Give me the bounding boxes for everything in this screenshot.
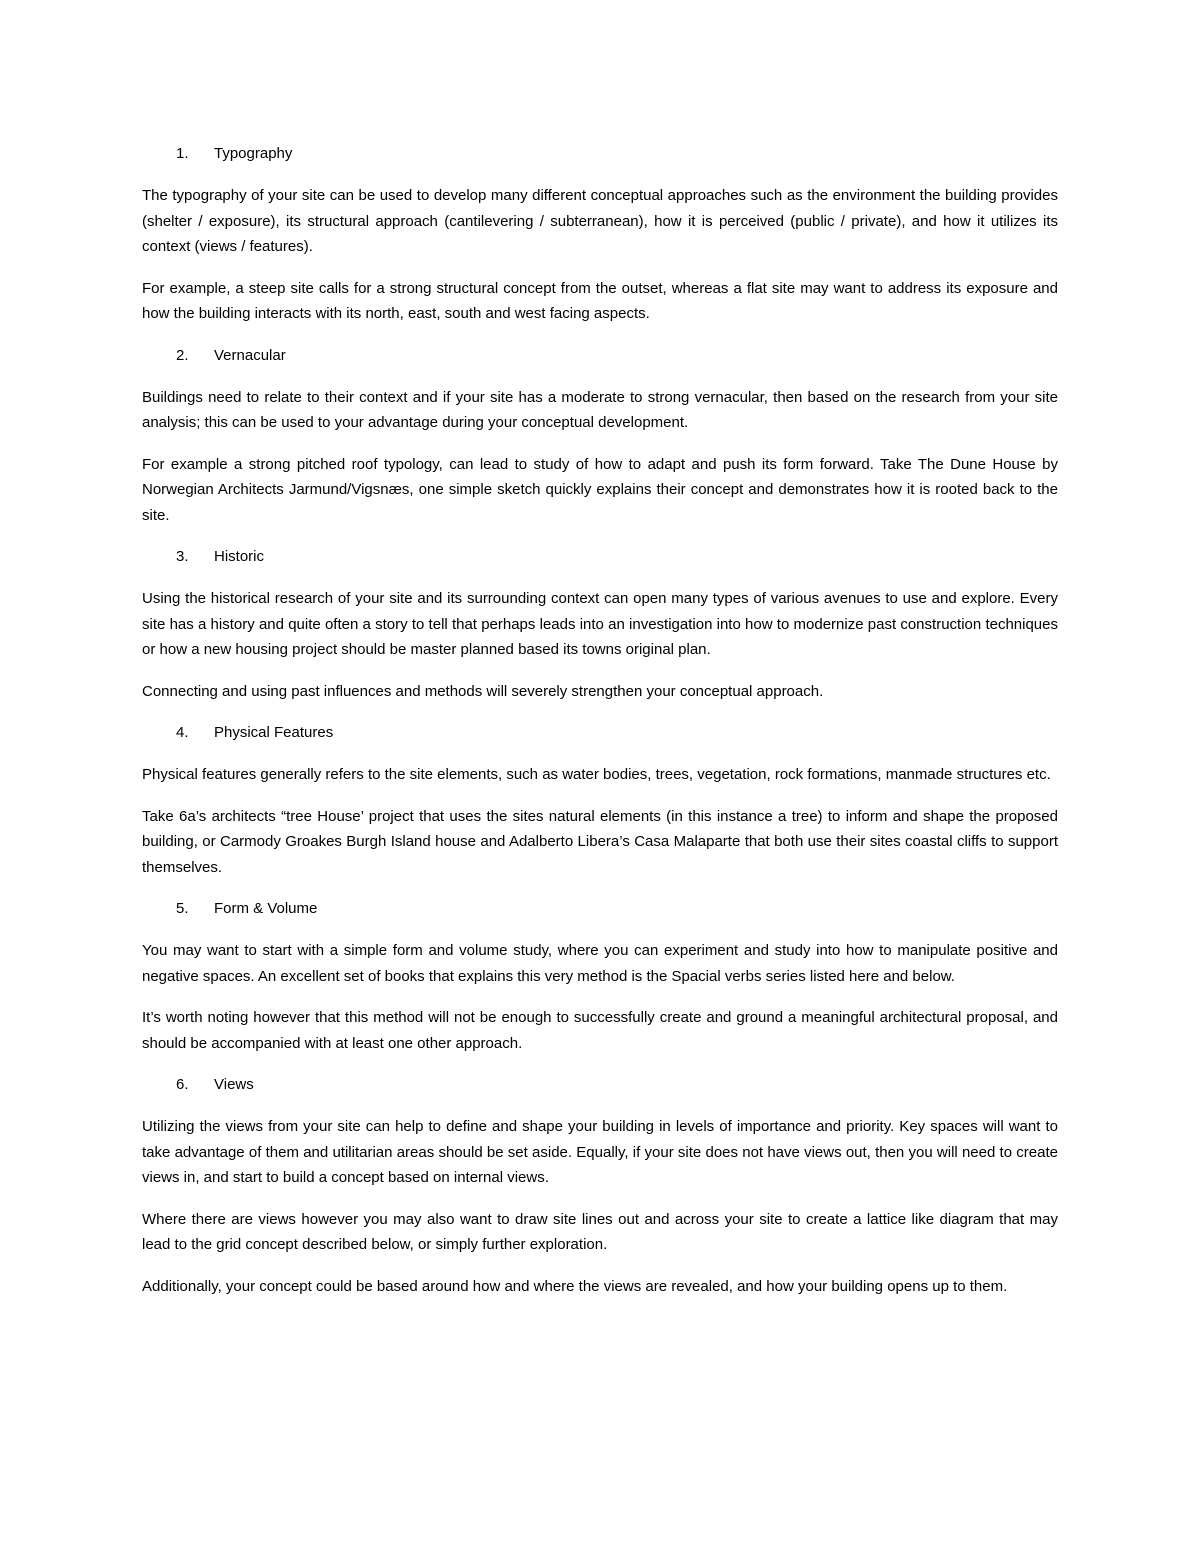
document-body <box>142 141 1058 1315</box>
paragraph: Buildings need to relate to their context and if your site has a moderate to strong vernacular, then based on the research from your site analysis; this can be used to your advantage during your conceptual development. <box>142 388 1058 431</box>
section-heading-views <box>142 1072 1058 1098</box>
section-title: Typography <box>214 145 293 162</box>
paragraph: For example a strong pitched roof typology, can lead to study of how to adapt and push its form forward. Take The Dune House by Norwegian Architects Jarmund/Vigsnæs, one simple sketch quickly explains their concept and demonstrates how it is rooted back to the site. <box>142 455 1058 524</box>
paragraph: Take 6a’s architects “tree House’ project that uses the sites natural elements (in this instance a tree) to inform and shape the proposed building, or Carmody Groakes Burgh Island house and Adalberto Libera’s Casa Malaparte that both use their sites coastal cliffs to support themselves. <box>142 807 1058 876</box>
section-title: Form & Volume <box>214 900 318 917</box>
section-number: 1. <box>176 145 189 162</box>
section-number: 5. <box>176 900 189 917</box>
section-title: Historic <box>214 548 265 565</box>
section-title: Physical Features <box>214 724 334 741</box>
paragraph: Additionally, your concept could be based around how and where the views are revealed, and how your building opens up to them. <box>142 1277 1008 1295</box>
paragraph: Using the historical research of your site and its surrounding context can open many types of various avenues to use and explore. Every site has a history and quite often a story to tell that perhaps leads into an investigation into how to modernize past construction techniques or how a new housing project should be master planned based its towns original plan. <box>142 590 1058 658</box>
paragraph: The typography of your site can be used to develop many different conceptual approaches such as the environment the building provides (shelter / exposure), its structural approach (cantilevering / subterranean), how it is perceived (public / private), and how it utilizes its context (views / features). <box>142 187 1058 255</box>
section-title: Vernacular <box>214 346 286 364</box>
paragraph: It’s worth noting however that this method will not be enough to successfully create and ground a meaningful architectural proposal, and should be accompanied with at least one other approach. <box>142 1009 1058 1052</box>
section-number: 4. <box>176 724 189 741</box>
section-heading-typography <box>142 141 1058 167</box>
paragraph: For example, a steep site calls for a strong structural concept from the outset, whereas a flat site may want to address its exposure and how the building interacts with its north, east, south and west facing aspects. <box>142 279 1058 322</box>
section-number: 3. <box>176 548 189 565</box>
section-heading-form-volume <box>142 896 1058 922</box>
section-number: 2. <box>176 346 189 364</box>
paragraph: You may want to start with a simple form and volume study, where you can experiment and study into how to manipulate positive and negative spaces. An excellent set of books that explains this very method is the Spacial verbs series listed here and below. <box>142 942 1058 985</box>
section-heading-historic <box>142 544 1058 570</box>
paragraph: Connecting and using past influences and methods will severely strengthen your conceptual approach. <box>142 682 824 700</box>
paragraph: Where there are views however you may also want to draw site lines out and across your site to create a lattice like diagram that may lead to the grid concept described below, or simply further exploration. <box>142 1210 1058 1253</box>
paragraph: Physical features generally refers to the site elements, such as water bodies, trees, vegetation, rock formations, manmade structures etc. <box>142 766 1051 783</box>
section-title: Views <box>214 1076 254 1093</box>
section-heading-vernacular <box>142 343 1058 369</box>
section-heading-physical-features <box>142 720 1058 746</box>
section-number: 6. <box>176 1076 189 1093</box>
paragraph: Utilizing the views from your site can help to define and shape your building in levels of importance and priority. Key spaces will want to take advantage of them and utilitarian areas should be set aside. Equally, if your site does not have views out, then you will need to create views in, and start to build a concept based on internal views. <box>142 1118 1058 1186</box>
